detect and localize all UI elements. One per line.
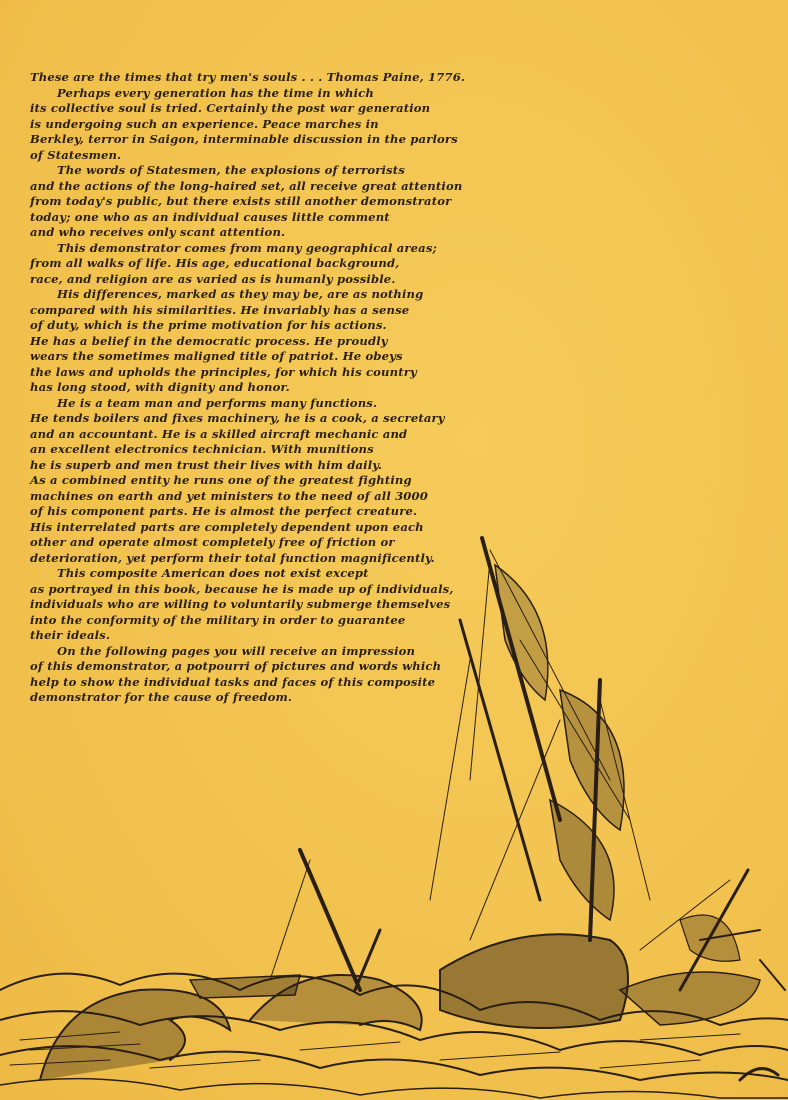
text-line: he is superb and men trust their lives with him daily. [30, 457, 383, 472]
text-line: compared with his similarities. He invariably has a sense [30, 302, 410, 317]
text-line: wears the sometimes maligned title of patriot. He obeys [30, 349, 403, 363]
text-line: individuals who are willing to voluntarily submerge themselves [30, 597, 451, 611]
text-line: of this demonstrator, a potpourri of pictures and words which [30, 659, 442, 673]
text-line: the laws and upholds the principles, for which his country [30, 364, 417, 379]
text-line: an excellent electronics technician. With munitions [30, 442, 374, 456]
text-line: deterioration, yet perform their total function magnificently. [30, 550, 435, 565]
text-line: These are the times that try men's souls . . . Thomas Paine, 1776. [30, 70, 466, 84]
ship-engraving [0, 520, 788, 1100]
text-line: Perhaps every generation has the time in which [57, 85, 374, 100]
text-line: He has a belief in the democratic process. He proudly [30, 333, 388, 348]
text-line: from today's public, but there exists still another demonstrator [30, 194, 452, 208]
text-line: demonstrator for the cause of freedom. [30, 690, 293, 704]
text-line: Berkley, terror in Saigon, interminable discussion in the parlors [30, 132, 458, 146]
text-line: On the following pages you will receive an impression [57, 643, 416, 658]
text-line: machines on earth and yet ministers to the need of all 3000 [30, 488, 428, 503]
text-line: has long stood, with dignity and honor. [30, 380, 290, 394]
text-line: as portrayed in this book, because he is made up of individuals, [30, 581, 454, 596]
text-line: This demonstrator comes from many geographical areas; [57, 240, 437, 255]
text-line: today; one who as an individual causes little comment [30, 209, 390, 224]
text-line: and who receives only scant attention. [30, 225, 286, 239]
text-line: His interrelated parts are completely dependent upon each [30, 519, 424, 534]
text-line: from all walks of life. His age, educational background, [30, 256, 400, 270]
text-line: its collective soul is tried. Certainly the post war generation [30, 101, 431, 115]
text-line: and an accountant. He is a skilled aircraft mechanic and [30, 426, 408, 441]
text-line: into the conformity of the military in order to guarantee [30, 612, 406, 627]
text-line: of Statesmen. [30, 147, 122, 162]
text-line: He is a team man and performs many functions. [57, 395, 378, 410]
text-line: of duty, which is the prime motivation for his actions. [30, 318, 387, 332]
text-line: As a combined entity he runs one of the greatest fighting [30, 473, 412, 487]
text-line: He tends boilers and fixes machinery, he is a cook, a secretary [30, 411, 445, 425]
text-line: and the actions of the long-haired set, all receive great attention [30, 178, 463, 193]
text-line: other and operate almost completely free of friction or [30, 535, 395, 549]
text-line: their ideals. [30, 628, 111, 642]
text-line: This composite American does not exist except [57, 566, 369, 580]
text-line: of his component parts. He is almost the perfect creature. [30, 504, 418, 518]
text-line: The words of Statesmen, the explosions of terrorists [57, 163, 405, 177]
text-line: help to show the individual tasks and faces of this composite [30, 674, 436, 689]
text-line: His differences, marked as they may be, are as nothing [57, 287, 424, 301]
text-line: race, and religion are as varied as is humanly possible. [30, 271, 396, 286]
text-line: is undergoing such an experience. Peace marches in [30, 116, 379, 131]
